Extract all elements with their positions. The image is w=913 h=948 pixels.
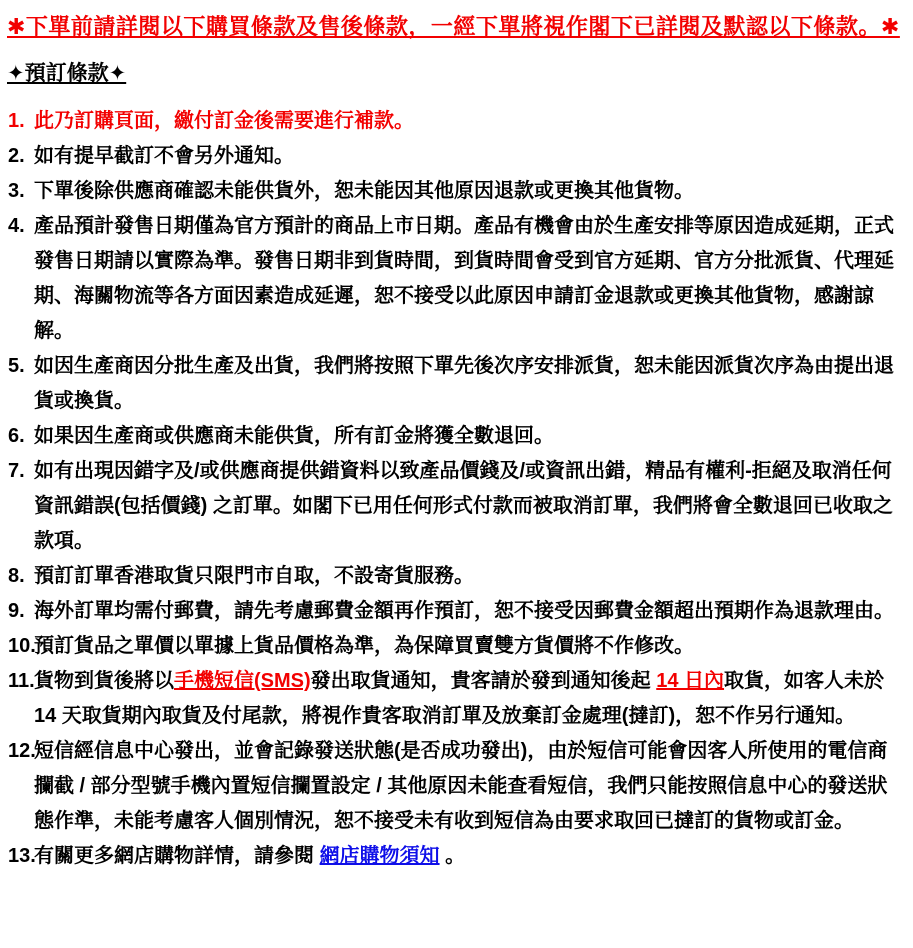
term-text-segment: 短信經信息中心發出，並會記錄發送狀態(是否成功發出)，由於短信可能會因客人所使用的電信商攔截 / 部分型號手機內置短信攔置設定 / 其他原因未能查看短信，我們只能按照信息中心的發送狀態作準，未能考慮客人個別情況，恕不接受未有收到短信為由要求取回已撻訂的貨物或訂金。: [34, 740, 888, 832]
terms-list: [7, 104, 903, 874]
term-item: [7, 559, 903, 594]
term-text-segment: 如有提早截訂不會另外通知。: [34, 145, 294, 167]
term-text-segment: 有關更多網店購物詳情，請參閱: [34, 845, 320, 867]
term-item: [7, 454, 903, 559]
term-text-segment: 發出取貨通知，貴客請於發到通知後起: [310, 670, 657, 692]
term-text-segment: 產品預計發售日期僅為官方預計的商品上市日期。產品有機會由於生產安排等原因造成延期，正式發售日期請以實際為準。發售日期非到貨時間，到貨時間會受到官方延期、官方分批派貨、代理延期、海關物流等各方面因素造成延遲，恕不接受以此原因申請訂金退款或更換其他貨物，感謝諒解。: [34, 215, 894, 342]
term-item: [7, 629, 903, 664]
term-item: [7, 104, 903, 139]
section-title-preorder-terms: ✦預訂條款✦: [7, 62, 127, 85]
term-item: [7, 594, 903, 629]
term-text-segment: 如有出現因錯字及/或供應商提供錯資料以致產品價錢及/或資訊出錯，精品有權利-拒絕及取消任何資訊錯誤(包括價錢) 之訂單。如閣下已用任何形式付款而被取消訂單，我們將會全數退回已收取之款項。: [34, 460, 893, 552]
term-text-segment: 。: [439, 845, 466, 867]
term-text-segment: 預訂訂單香港取貨只限門市自取，不設寄貨服務。: [34, 565, 474, 587]
term-number: 2.: [8, 145, 25, 167]
term-number: 11.: [8, 670, 35, 692]
term-item: [7, 734, 903, 839]
term-number: 8.: [8, 565, 25, 587]
highlighted-red-text: 14 日內: [656, 670, 725, 692]
term-text-segment: 如因生產商因分批生產及出貨，我們將按照下單先後次序安排派貨，恕未能因派貨次序為由提出退貨或換貨。: [34, 355, 894, 412]
term-item: [7, 419, 903, 454]
term-number: 4.: [8, 215, 25, 237]
term-item: [7, 209, 903, 349]
term-number: 12.: [8, 740, 36, 762]
term-item: [7, 349, 903, 419]
term-number: 13.: [8, 845, 36, 867]
term-text-segment: 海外訂單均需付郵費，請先考慮郵費金額再作預訂，恕不接受因郵費金額超出預期作為退款理由。: [34, 600, 894, 622]
shop-guide-link[interactable]: 網店購物須知: [319, 845, 440, 867]
term-item: [7, 139, 903, 174]
term-text-segment: 取貨，如客人未於 14 天取貨期內取貨及付尾款，將視作貴客取消訂單及放棄訂金處理(撻訂)，恕不作另行通知。: [34, 670, 885, 727]
term-text-segment: 貨物到貨後將以: [34, 670, 174, 692]
term-number: 6.: [8, 425, 25, 447]
term-number: 1.: [8, 110, 25, 132]
term-item: [7, 664, 903, 734]
term-text-segment: 如果因生產商或供應商未能供貨，所有訂金將獲全數退回。: [34, 425, 554, 447]
term-text-segment: 此乃訂購頁面，繳付訂金後需要進行補款。: [34, 110, 414, 132]
term-number: 7.: [8, 460, 25, 482]
highlighted-red-text: 手機短信(SMS): [174, 670, 311, 692]
term-item: [7, 839, 903, 874]
term-number: 5.: [8, 355, 25, 377]
term-number: 10.: [8, 635, 36, 657]
term-text-segment: 下單後除供應商確認未能供貨外，恕未能因其他原因退款或更換其他貨物。: [34, 180, 694, 202]
term-text-segment: 預訂貨品之單價以單據上貨品價格為準，為保障買賣雙方貨價將不作修改。: [34, 635, 694, 657]
term-number: 9.: [8, 600, 25, 622]
term-number: 3.: [8, 180, 25, 202]
term-item: [7, 174, 903, 209]
purchase-notice-banner: ✱下單前請詳閱以下購買條款及售後條款，一經下單將視作閣下已詳閱及默認以下條款。✱: [7, 14, 900, 39]
